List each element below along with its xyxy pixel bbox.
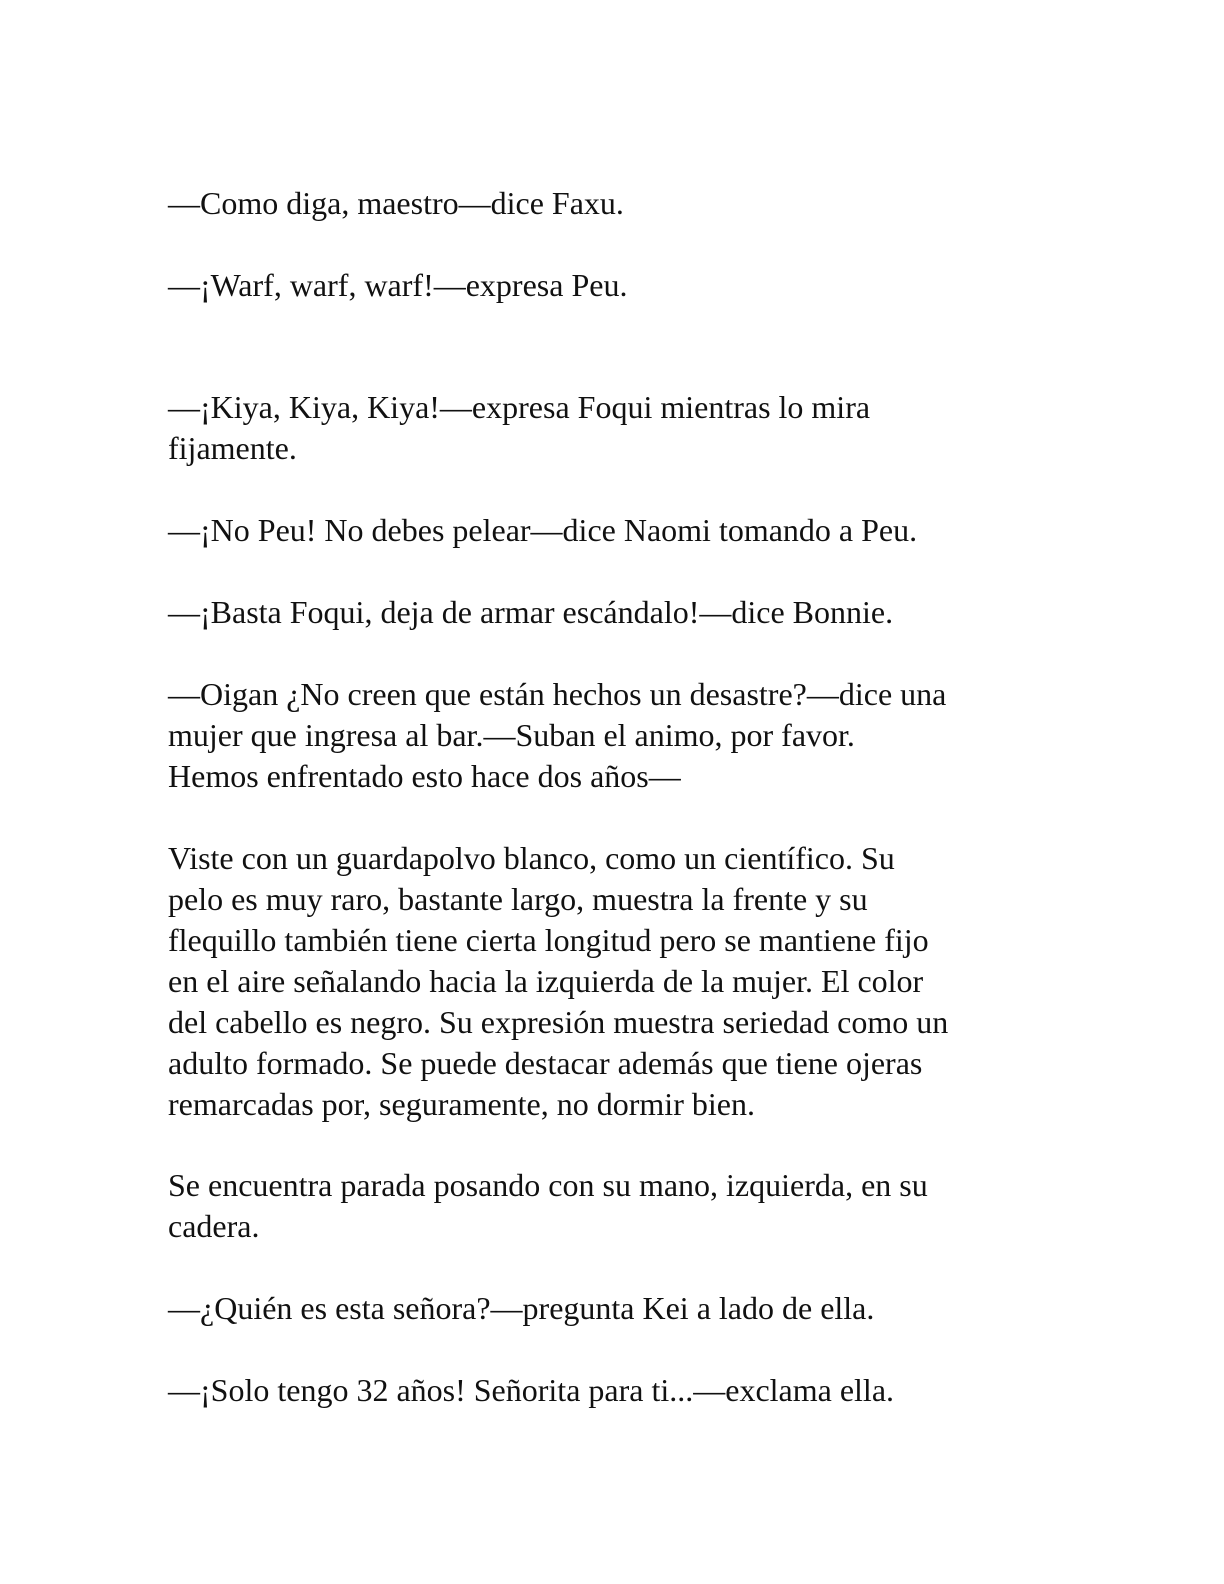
dialogue-paragraph [168, 674, 1048, 797]
dialogue-paragraph [168, 387, 1048, 469]
text-line: —¡Basta Foqui, deja de armar escándalo!—dice Bonnie. [168, 594, 894, 630]
text-line: fijamente. [168, 430, 297, 466]
text-line: pelo es muy raro, bastante largo, muestra la frente y su [168, 881, 868, 917]
text-line: remarcadas por, seguramente, no dormir bien. [168, 1086, 755, 1122]
text-line: Hemos enfrentado esto hace dos años— [168, 758, 681, 794]
text-line: —Como diga, maestro—dice Faxu. [168, 185, 624, 221]
narration-paragraph [168, 1165, 1048, 1247]
text-line: —¡Kiya, Kiya, Kiya!—expresa Foqui mientras lo mira [168, 389, 871, 425]
text-line: del cabello es negro. Su expresión muestra seriedad como un [168, 1004, 949, 1040]
narration-paragraph [168, 838, 1048, 1125]
text-line: cadera. [168, 1208, 260, 1244]
dialogue-paragraph [168, 1370, 1048, 1411]
text-line: —Oigan ¿No creen que están hechos un desastre?—dice una [168, 676, 947, 712]
text-line: en el aire señalando hacia la izquierda de la mujer. El color [168, 963, 924, 999]
text-line: mujer que ingresa al bar.—Suban el animo, por favor. [168, 717, 855, 753]
dialogue-paragraph [168, 1288, 1048, 1329]
text-line: —¿Quién es esta señora?—pregunta Kei a lado de ella. [168, 1290, 875, 1326]
dialogue-paragraph [168, 265, 1048, 306]
text-line: Viste con un guardapolvo blanco, como un científico. Su [168, 840, 895, 876]
text-line: Se encuentra parada posando con su mano, izquierda, en su [168, 1167, 928, 1203]
dialogue-paragraph [168, 592, 1048, 633]
text-line: flequillo también tiene cierta longitud pero se mantiene fijo [168, 922, 929, 958]
dialogue-paragraph [168, 183, 1048, 224]
text-line: —¡No Peu! No debes pelear—dice Naomi tomando a Peu. [168, 512, 918, 548]
dialogue-paragraph [168, 510, 1048, 551]
text-line: —¡Warf, warf, warf!—expresa Peu. [168, 267, 628, 303]
text-line: —¡Solo tengo 32 años! Señorita para ti...—exclama ella. [168, 1372, 895, 1408]
text-line: adulto formado. Se puede destacar además que tiene ojeras [168, 1045, 923, 1081]
